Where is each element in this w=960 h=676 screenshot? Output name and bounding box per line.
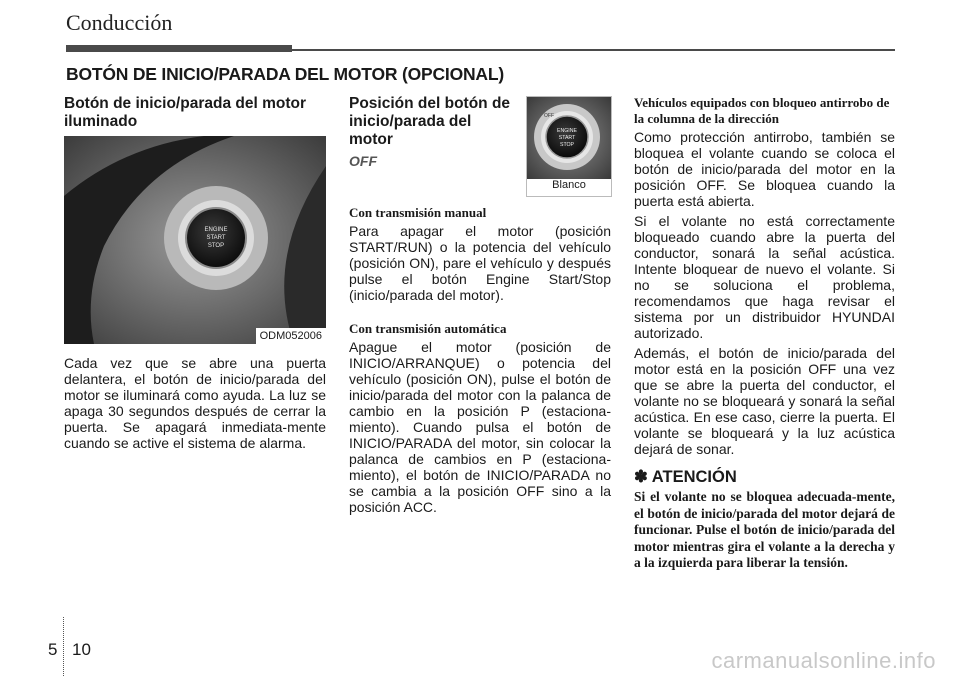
- steering-photo: [64, 136, 326, 344]
- col1-body-block: [64, 355, 326, 455]
- steering-wheel-illustration: [64, 136, 326, 344]
- button-label-start: START: [206, 235, 226, 241]
- button-photo: [526, 96, 612, 197]
- button-photo-caption: Blanco: [552, 179, 586, 191]
- page-title: BOTÓN DE INICIO/PARADA DEL MOTOR (OPCIONAL): [66, 64, 504, 84]
- button-label-start-2: START: [558, 135, 576, 141]
- column-3: [634, 95, 895, 572]
- button-label-engine: ENGINE: [204, 227, 228, 233]
- col3-p3: Además, el botón de inicio/parada del motor está en la posición OFF una vez que se abre la puerta del conductor, el volante no se bloqueará y sonará la señal acústica. En ese caso, cierre la puerta. El volante se bloqueará y la luz acústica dejará de sonar.: [634, 345, 895, 457]
- chapter-number: 5: [48, 640, 58, 659]
- button-label-stop-2: STOP: [559, 142, 575, 148]
- col3-p2: Si el volante no está correctamente bloqueado cuando abre la puerta del conductor, sonará la señal acústica. Intente bloquear de nuevo el volante. Si no se soluciona el problema, recomendamos que haga revisar el sistema por un distribuidor HYUNDAI autorizado.: [634, 213, 895, 341]
- button-label-engine-2: ENGINE: [557, 128, 577, 134]
- col3-heading: Vehículos equipados con bloqueo antirrobo de la columna de la dirección: [634, 95, 890, 126]
- header-rule-thick: [66, 45, 292, 52]
- auto-body: Apague el motor (posición de INICIO/ARRANQUE) o potencia del vehículo (posición ON), pulse el botón de inicio/parada del motor con la palanca de cambio en la posición P (estaciona-miento). Cuando pulsa el botón de INICIO/PARADA del motor, sin colocar la palanca de cambios en P (estaciona-miento), el botón de INICIO/PARADA no se cambia a la posición OFF sino a la posición ACC.: [349, 339, 611, 515]
- page-number: 10: [72, 640, 91, 659]
- col1-heading: Botón de inicio/parada del motor iluminado: [64, 95, 306, 130]
- attention-body: Si el volante no se bloquea adecuada-mente, el botón de inicio/parada del motor dejará de funcionar. Pulse el botón de inicio/parada del motor mientras gira el volante a la derecha y a la izquierda para liberar la tensión.: [634, 489, 895, 570]
- column-1: [64, 95, 326, 131]
- manual-heading: Con transmisión manual: [349, 205, 487, 220]
- col2-heading: Posición del botón de inicio/parada del motor: [349, 95, 511, 148]
- header-rule-thin: [292, 49, 895, 51]
- column-2-heading-block: [349, 95, 519, 169]
- footer-divider: [63, 617, 64, 676]
- attention-title: ✽ ATENCIÓN: [634, 468, 737, 486]
- photo-caption: ODM052006: [256, 328, 326, 344]
- start-button-illustration: [527, 97, 611, 179]
- section-header: Conducción: [66, 10, 173, 35]
- watermark: carmanualsonline.info: [711, 648, 936, 673]
- auto-heading: Con transmisión automática: [349, 321, 507, 336]
- column-2-body: [349, 205, 611, 519]
- col2-subheading: OFF: [349, 153, 377, 169]
- button-label-off: OFF: [544, 113, 554, 119]
- manual-body: Para apagar el motor (posición START/RUN) o la potencia del vehículo (posición ON), pare el vehículo y después pulse el botón Engine Start/Stop (inicio/parada del motor).: [349, 223, 611, 303]
- col3-p1: Como protección antirrobo, también se bloquea el volante cuando se coloca el botón de inicio/parada del motor en la posición OFF. Se bloquea cuando la puerta está abierta.: [634, 129, 895, 209]
- button-label-stop: STOP: [207, 243, 225, 249]
- col1-body: Cada vez que se abre una puerta delantera, el botón de inicio/parada del motor se iluminará como ayuda. La luz se apaga 30 segundos después de cerrar la puerta. Se apagará inmediata-mente cuando se active el sistema de alarma.: [64, 355, 326, 451]
